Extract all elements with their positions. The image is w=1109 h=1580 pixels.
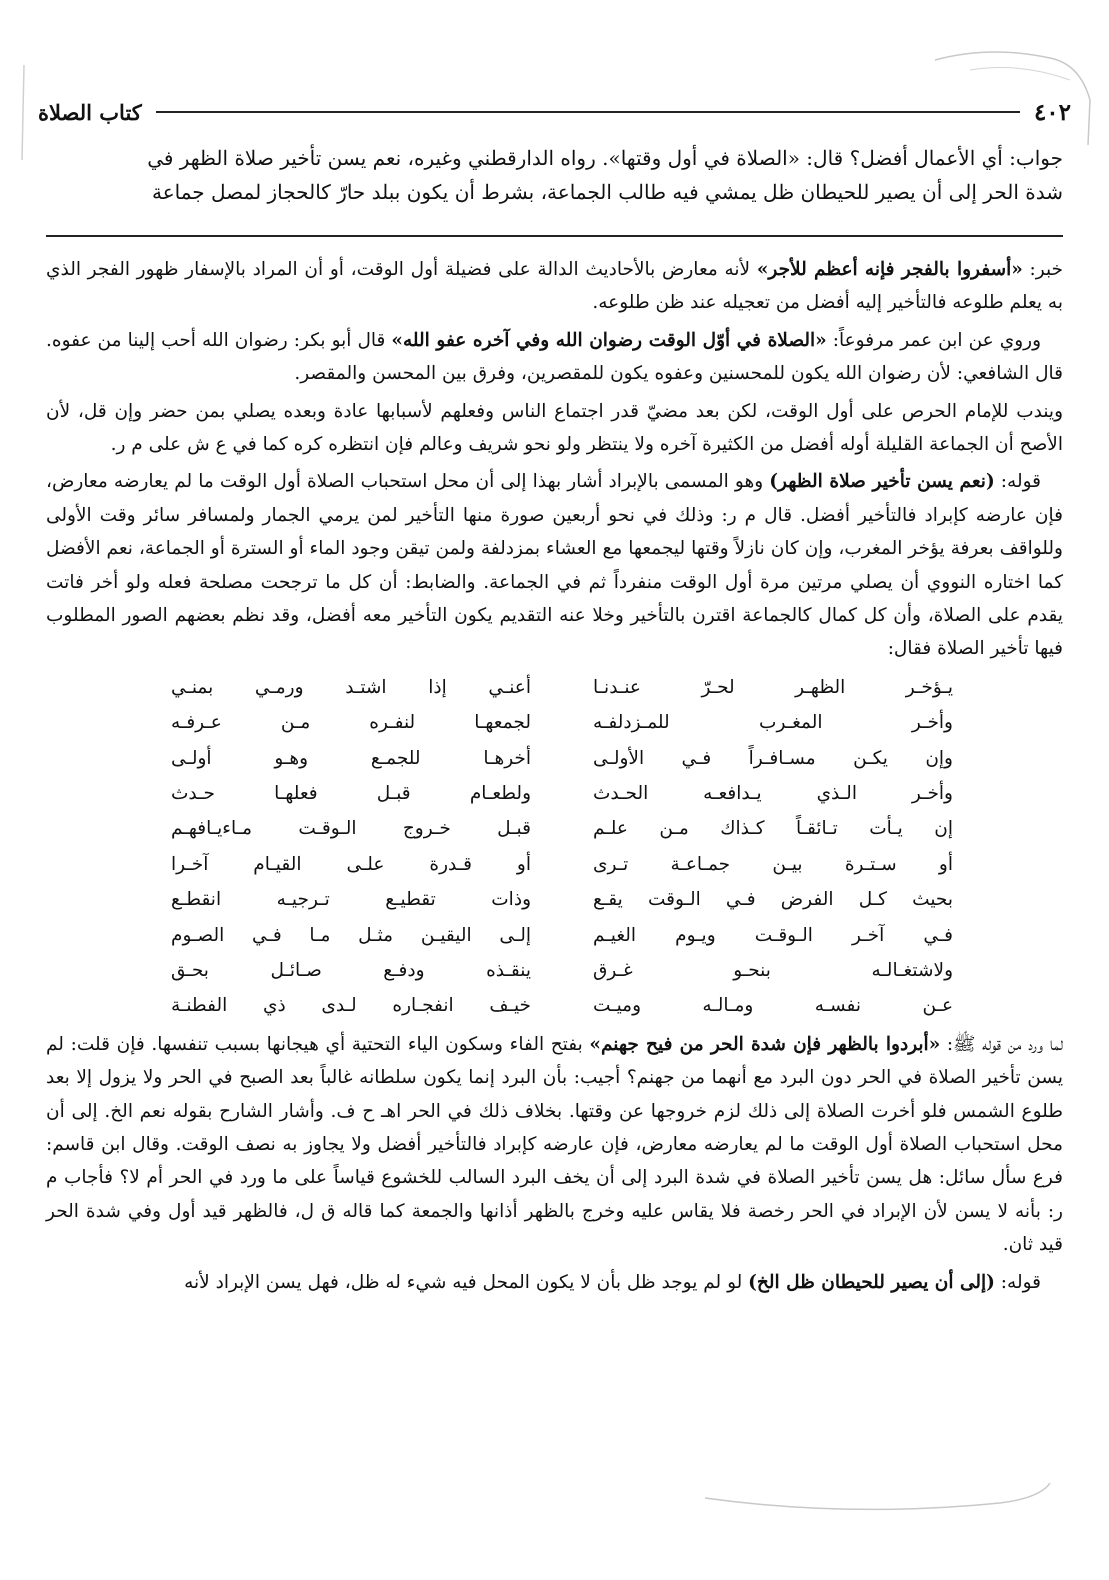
verse-first-hemistich: إن يـأت تـائقـاً كـذاك مـن علـم	[593, 818, 953, 840]
paragraph-lead: خبر:	[1022, 259, 1063, 280]
poem-verse	[46, 988, 1063, 1023]
poem-verse	[46, 776, 1063, 811]
verse-first-hemistich: ولاشتغـالـه بنحـو غـرق	[593, 959, 953, 981]
commentary	[46, 253, 1063, 1303]
verse-first-hemistich: وإن يكـن مسـافـراً فـي الأولـى	[593, 747, 953, 769]
verse-first-hemistich: وأخـر الـذي يـدافعـه الحـدث	[593, 783, 953, 805]
main-text	[46, 142, 1063, 209]
poem-verse	[46, 811, 1063, 846]
verse-first-hemistich: أو سـتـرة بيـن جمـاعـة تـرى	[593, 853, 953, 875]
paragraph-lead: وروي عن ابن عمر مرفوعاً:	[826, 329, 1042, 351]
verse-first-hemistich: عـن نفسـه ومـالـه وميـت	[593, 995, 953, 1017]
paragraph-lead: قوله:	[994, 1271, 1041, 1293]
verse-second-hemistich: لجمعهـا لنفـره مـن عـرفـه	[171, 712, 531, 734]
verse-first-hemistich: فـي آخـر الـوقـت ويـوم الغيـم	[593, 924, 953, 946]
page-header	[38, 92, 1071, 132]
scan-left-edge-icon	[4, 60, 34, 170]
commentary-paragraph	[46, 324, 1063, 391]
verse-second-hemistich: أو قـدرة علـى القيـام آخـرا	[171, 853, 531, 875]
commentary-paragraph	[46, 1028, 1063, 1262]
poem-verse	[46, 847, 1063, 882]
paragraph-lead: لما ورد من قوله ﷺ:	[940, 1033, 1063, 1055]
poem	[46, 670, 1063, 1024]
paragraph-text: بفتح الفاء وسكون الياء التحتية أي هيجانها بسبب تنفسها. فإن قلت: لم يسن تأخير الصلاة في الحر دون البرد مع أنهما من جهنم؟ أجيب: بأن البرد إنما يكون سلطانه غالباً بعد الصبح في الحر ولا يزول إلا بعد طلوع الشمس فلو أخرت الصلاة إلى ذلك لزم خروجها عن وقتها. بخلاف ذلك في الحر اهـ ح ف. وأشار الشارح بقوله نعم الخ. إلى أن محل استحباب الصلاة أول الوقت ما لم يعارضه معارض، فإن عارضه كإبراد فالتأخير أفضل ولا يجاوز به نصف الوقت. وقال ابن قاسم: فرع سأل سائل: هل يسن تأخير الصلاة في شدة البرد إلى أن يخف البرد السالب للخشوع قياساً على ما ورد في الحر أم لا؟ فأجاب م ر: بأنه لا يسن لأن الإبراد في الحر رخصة فلا يقاس عليه وخرج بالظهر أذانها والجمعة كما قاله ق ل، فالظهر قيد أول وفي شدة الحر قيد ثان.	[46, 1033, 1063, 1256]
main-text-line: شدة الحر إلى أن يصير للحيطان ظل يمشي فيه طالب الجماعة، بشرط أن يكون ببلد حارّ كالحجاز لمصل جماعة	[151, 179, 1063, 204]
poem-verse	[46, 741, 1063, 776]
paragraph-text: لو لم يوجد ظل بأن لا يكون المحل فيه شيء له ظل، فهل يسن الإبراد لأنه	[184, 1271, 749, 1293]
poem-verse	[46, 882, 1063, 917]
text-quote: (إلى أن يصير للحيطان ظل الخ)	[748, 1271, 995, 1293]
hadith-quote: «الصلاة في أوّل الوقت رضوان الله وفي آخره عفو الله»	[391, 329, 827, 351]
verse-second-hemistich: إلـى اليقيـن مثـل مـا فـي الصـوم	[171, 924, 531, 946]
verse-first-hemistich: يـؤخـر الظهـر لحـرّ عنـدنـا	[593, 676, 953, 698]
verse-first-hemistich: وأخـر المغـرب للمـزدلفـه	[593, 712, 953, 734]
book-title: كتاب الصلاة	[38, 99, 142, 125]
verse-second-hemistich: أعنـي إذا اشتـد ورمـي بمنـي	[171, 676, 531, 698]
paragraph-text: قال أبو بكر: رضوان الله أحب إلينا من عفوه. قال الشافعي: لأن رضوان الله يكون للمحسنين وعفوه يكون للمقصرين، وفرق بين المحسن والمقصر.	[46, 329, 1063, 385]
poem-verse	[46, 705, 1063, 740]
verse-second-hemistich: أخرهـا للجمـع وهـو أولـى	[171, 747, 531, 769]
hadith-quote: «أسفروا بالفجر فإنه أعظم للأجر»	[756, 259, 1023, 280]
paragraph-text: لأنه معارض بالأحاديث الدالة على فضيلة أول الوقت، أو أن المراد بالإسفار ظهور الفجر الذي به يعلم طلوعه فالتأخير إليه أفضل من تعجيله عند ظن طلوعه.	[46, 259, 1063, 314]
text-quote: (نعم يسن تأخير صلاة الظهر)	[769, 471, 995, 493]
commentary-paragraph	[46, 253, 1063, 320]
main-text-line: جواب: أي الأعمال أفضل؟ قال: «الصلاة في أول وقتها». رواه الدارقطني وغيره، نعم يسن تأخير صلاة الظهر في	[147, 146, 1063, 170]
page-number: ٤٠٢	[1033, 98, 1071, 126]
poem-verse	[46, 953, 1063, 988]
text-divider	[46, 235, 1063, 237]
hadith-quote: «أبردوا بالظهر فإن شدة الحر من فيح جهنم»	[589, 1033, 941, 1055]
paragraph-lead: قوله:	[994, 471, 1041, 493]
verse-second-hemistich: ولطعـام قبـل فعلهـا حـدث	[171, 783, 531, 805]
verse-second-hemistich: وذات تقطيـع تـرجيـه انقطـع	[171, 889, 531, 911]
verse-second-hemistich: ينقـذه ودفـع صـائـل بحـق	[171, 959, 531, 981]
commentary-paragraph	[46, 1266, 1063, 1299]
paragraph-text: وهو المسمى بالإبراد أشار بهذا إلى أن محل استحباب الصلاة أول الوقت ما لم يعارضه معارض، فإن عارضه كإبراد فالتأخير أفضل. قال م ر: وذلك في نحو أربعين صورة منها التأخير لمن يرمي الجمار ولمسافر سائر وقت الأولى وللواقف بعرفة يؤخر المغرب، وإن كان نازلاً وقتها ليجمعها مع العشاء بمزدلفة ولمن تيقن وجود الماء أو السترة أو الجماعة، نعم الأفضل كما اختاره النووي أن يصلي مرتين مرة أول الوقت منفرداً ثم في الجماعة. والضابط: أن كل ما ترجحت مصلحة فعله ولو أخر فاتت يقدم على الصلاة، وأن كل كمال كالجماعة اقترن بالتأخير وخلا عنه التقديم يكون التأخير معه أفضل، وقد نظم بعضهم الصور المطلوب فيها تأخير الصلاة فقال:	[46, 471, 1063, 660]
commentary-paragraph: ويندب للإمام الحرص على أول الوقت، لكن بعد مضيّ قدر اجتماع الناس وفعلهم لأسبابها عادة وبعده يصلي بمن حضر وإن قل، لأن الأصح أن الجماعة القليلة أوله أفضل من الكثيرة آخره ولا ينتظر ولو نحو شريف وعالم فإن انتظره كره كما في ع ش على م ر.	[46, 400, 1063, 456]
verse-first-hemistich: بحيث كـل الفرض فـي الـوقت يقـع	[593, 889, 953, 911]
verse-second-hemistich: قبـل خـروج الـوقـت مـاءيـافهـم	[171, 818, 531, 840]
header-rule	[156, 111, 1020, 113]
poem-verse	[46, 670, 1063, 705]
poem-verse	[46, 918, 1063, 953]
commentary-paragraph	[46, 465, 1063, 665]
verse-second-hemistich: خيـف انفجـاره لـدى ذي الفطنـة	[171, 995, 531, 1017]
scan-bottom-decoration-icon	[700, 1478, 1060, 1528]
